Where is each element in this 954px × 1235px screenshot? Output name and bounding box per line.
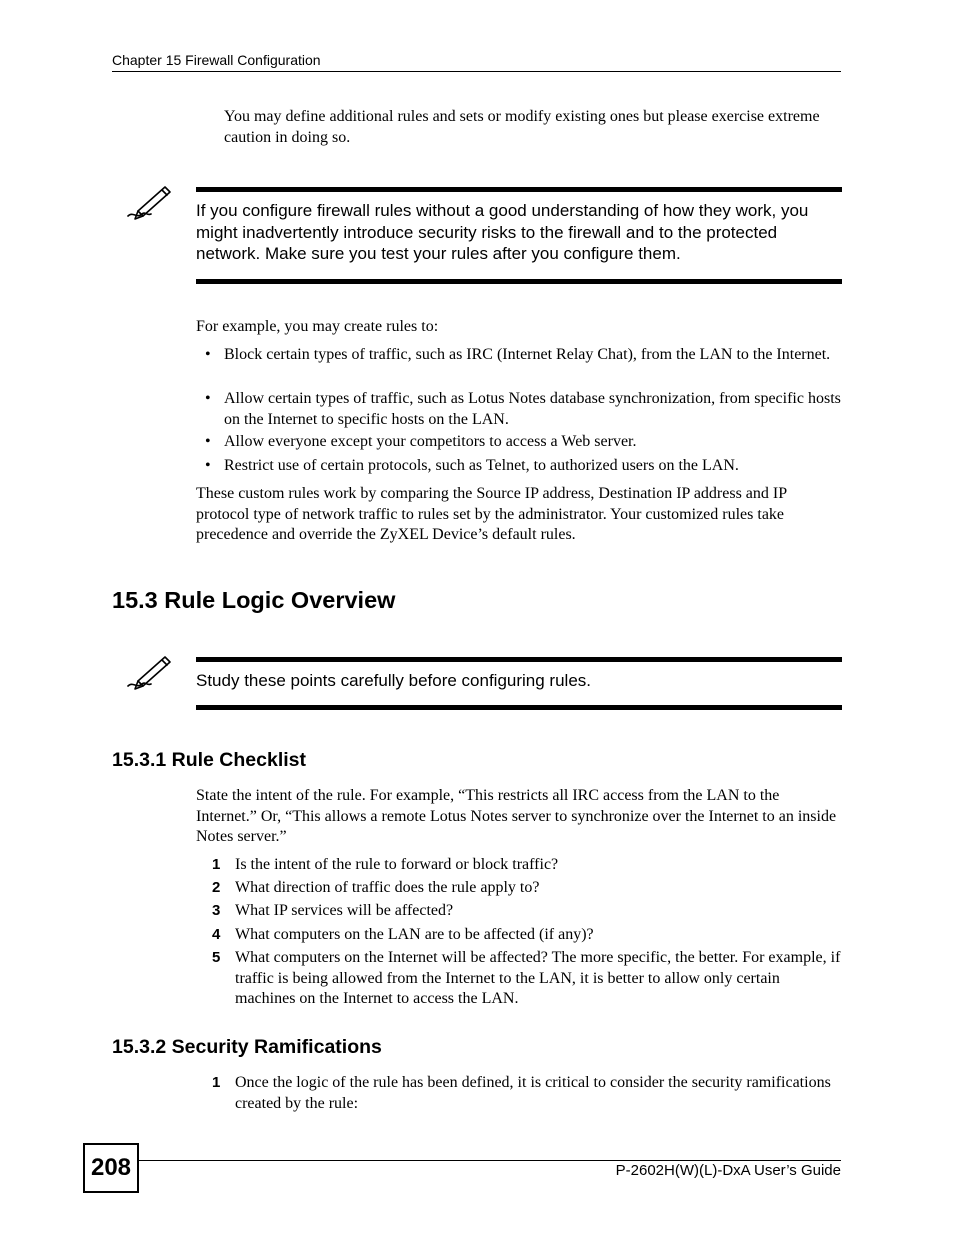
bullet-marker: •	[205, 346, 211, 363]
note-text: Study these points carefully before configuring rules.	[196, 671, 592, 690]
numbered-item: What direction of traffic does the rule apply to?	[235, 879, 540, 896]
note-pen-icon	[124, 653, 172, 693]
list-item: Block certain types of traffic, such as IRC (Internet Relay Chat), from the LAN to the Internet.	[224, 346, 831, 363]
note-bottom-rule	[196, 705, 842, 710]
list-item: Allow certain types of traffic, such as Lotus Notes database synchronization, from specific hosts on the Internet to specific hosts on the LAN.	[224, 390, 841, 428]
item-number: 5	[212, 949, 221, 966]
section-heading: 15.3 Rule Logic Overview	[112, 587, 396, 613]
header-rule	[112, 71, 841, 72]
example-intro: For example, you may create rules to:	[196, 318, 439, 335]
custom-rules-paragraph: These custom rules work by comparing the Source IP address, Destination IP address and IP protocol type of network traffic to rules set by the administrator. Your customized rules take precedence and override the ZyXEL Device’s default rules.	[196, 485, 787, 543]
footer-rule	[139, 1160, 841, 1161]
note-text: If you configure firewall rules without a good understanding of how they work, you might inadvertently introduce security risks to the firewall and to the protected network. Make sure you test your rules after you configure them.	[196, 201, 809, 263]
item-number: 4	[212, 926, 221, 943]
list-item: Restrict use of certain protocols, such as Telnet, to authorized users on the LAN.	[224, 457, 739, 474]
subsection-heading: 15.3.1 Rule Checklist	[112, 749, 307, 771]
guide-title: P-2602H(W)(L)-DxA User’s Guide	[615, 1162, 841, 1179]
item-number: 1	[212, 1074, 221, 1091]
item-number: 3	[212, 902, 221, 919]
note-pen-icon	[124, 183, 172, 223]
bullet-marker: •	[205, 457, 211, 474]
bullet-marker: •	[205, 433, 211, 450]
numbered-item: Once the logic of the rule has been defined, it is critical to consider the security ramifications created by the rule:	[235, 1074, 831, 1112]
running-header: Chapter 15 Firewall Configuration	[112, 52, 321, 68]
bullet-marker: •	[205, 390, 211, 407]
numbered-item: Is the intent of the rule to forward or block traffic?	[235, 856, 559, 873]
numbered-item: What computers on the LAN are to be affected (if any)?	[235, 926, 594, 943]
item-number: 1	[212, 856, 221, 873]
item-number: 2	[212, 879, 221, 896]
subsection-heading: 15.3.2 Security Ramifications	[112, 1036, 382, 1058]
checklist-intro: State the intent of the rule. For example, “This restricts all IRC access from the LAN to the Internet.” Or, “This allows a remote Lotus Notes server to synchronize over the Internet to an inside Notes server.”	[196, 787, 837, 845]
numbered-item: What IP services will be affected?	[235, 902, 454, 919]
note-top-rule	[196, 187, 842, 192]
page-number: 208	[83, 1143, 139, 1193]
note-bottom-rule	[196, 279, 842, 284]
note-top-rule	[196, 657, 842, 662]
numbered-item: What computers on the Internet will be affected? The more specific, the better. For example, if traffic is being allowed from the Internet to the LAN, it is better to allow only certain machines on the Internet to access the LAN.	[235, 949, 841, 1007]
list-item: Allow everyone except your competitors to access a Web server.	[224, 433, 637, 450]
intro-paragraph: You may define additional rules and sets or modify existing ones but please exercise extreme caution in doing so.	[224, 108, 820, 146]
